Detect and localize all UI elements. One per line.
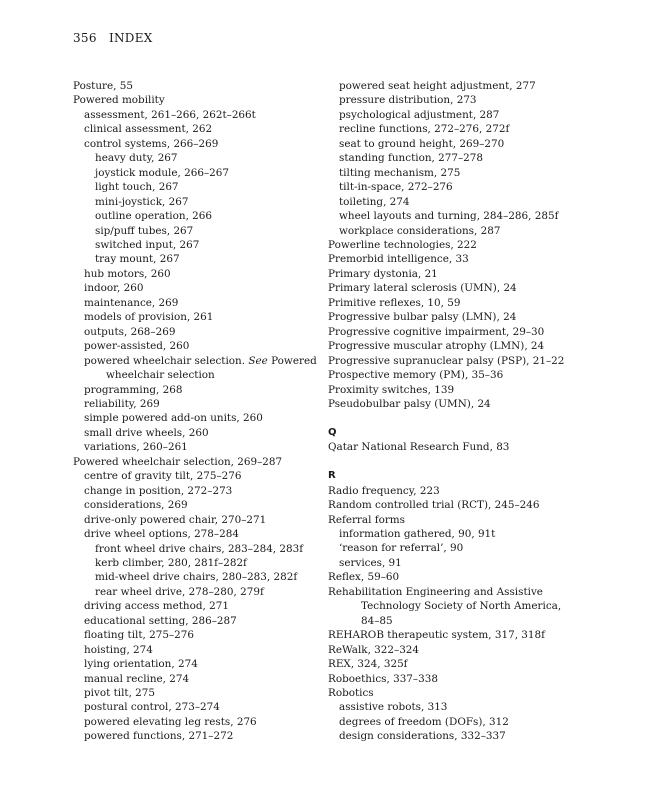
index-entry xyxy=(328,310,578,324)
index-entry xyxy=(328,513,578,527)
entry-text: control systems, 266–269 xyxy=(84,137,219,150)
index-subentry xyxy=(73,166,323,180)
entry-text: programming, 268 xyxy=(84,383,183,396)
entry-text: Progressive cognitive impairment, 29–30 xyxy=(328,325,545,338)
index-subentry xyxy=(328,79,578,93)
entry-text: recline functions, 272–276, 272f xyxy=(339,123,510,136)
entry-text: wheelchair selection xyxy=(106,369,215,382)
index-subentry xyxy=(73,267,323,281)
entry-text: degrees of freedom (DOFs), 312 xyxy=(339,715,509,728)
index-subentry xyxy=(328,715,578,729)
entry-text: powered wheelchair selection. xyxy=(84,354,246,367)
index-subentry xyxy=(73,585,323,599)
section-letter: R xyxy=(328,470,336,482)
entry-text: Pseudobulbar palsy (UMN), 24 xyxy=(328,397,491,410)
entry-text: powered functions, 271–272 xyxy=(84,730,234,743)
entry-text: rear wheel drive, 278–280, 279f xyxy=(95,585,264,598)
index-subentry xyxy=(73,339,323,353)
entry-text: mini-joystick, 267 xyxy=(95,195,189,208)
entry-text: floating tilt, 275–276 xyxy=(84,629,194,642)
index-subentry xyxy=(73,542,323,556)
index-entry xyxy=(328,686,578,700)
entry-text: centre of gravity tilt, 275–276 xyxy=(84,470,242,483)
entry-text: Roboethics, 337–338 xyxy=(328,672,438,685)
entry-text: assistive robots, 313 xyxy=(339,701,448,714)
entry-text: manual recline, 274 xyxy=(84,672,190,685)
index-subentry xyxy=(73,570,323,584)
entry-text: Radio frequency, 223 xyxy=(328,484,440,497)
index-subentry xyxy=(73,527,323,541)
index-subentry xyxy=(73,469,323,483)
entry-text: design considerations, 332–337 xyxy=(339,730,506,743)
entry-text: educational setting, 286–287 xyxy=(84,614,237,627)
index-subentry xyxy=(328,224,578,238)
index-subentry xyxy=(328,180,578,194)
index-subentry xyxy=(73,672,323,686)
entry-text: reliability, 269 xyxy=(84,397,160,410)
entry-text: Posture, 55 xyxy=(73,80,133,92)
index-subentry xyxy=(73,426,323,440)
entry-text: tilting mechanism, 275 xyxy=(339,166,461,179)
entry-text: maintenance, 269 xyxy=(84,296,179,309)
entry-text: sip/puff tubes, 267 xyxy=(95,224,194,237)
entry-text: information gathered, 90, 91t xyxy=(339,528,496,541)
index-subentry xyxy=(328,556,578,570)
index-entry xyxy=(328,672,578,686)
entry-text: seat to ground height, 269–270 xyxy=(339,137,505,150)
entry-text: hoisting, 274 xyxy=(84,643,153,656)
index-subentry xyxy=(73,310,323,324)
index-entry xyxy=(328,354,578,368)
entry-text: psychological adjustment, 287 xyxy=(339,108,500,121)
index-subentry xyxy=(73,440,323,454)
index-entry-continuation xyxy=(328,614,578,628)
index-entry xyxy=(328,252,578,266)
index-entry xyxy=(328,440,578,454)
entry-text: front wheel drive chairs, 283–284, 283f xyxy=(95,542,304,555)
index-subentry xyxy=(328,122,578,136)
entry-text: Technology Society of North America, xyxy=(361,600,562,613)
entry-text: drive-only powered chair, 270–271 xyxy=(84,513,267,526)
index-subentry xyxy=(73,151,323,165)
index-entry xyxy=(328,267,578,281)
entry-text: clinical assessment, 262 xyxy=(84,123,213,136)
index-subentry xyxy=(328,209,578,223)
entry-text: indoor, 260 xyxy=(84,282,144,295)
page-header xyxy=(73,31,153,45)
index-entry xyxy=(328,325,578,339)
index-subentry xyxy=(73,281,323,295)
see-target: Powered xyxy=(271,354,317,367)
entry-text: tray mount, 267 xyxy=(95,253,180,266)
see-reference: See xyxy=(248,354,268,367)
index-entry xyxy=(328,368,578,382)
entry-text: Powered mobility xyxy=(73,94,165,107)
index-entry xyxy=(328,657,578,671)
index-subentry xyxy=(73,686,323,700)
entry-text: Progressive muscular atrophy (LMN), 24 xyxy=(328,340,545,353)
index-subentry xyxy=(73,614,323,628)
entry-text: pressure distribution, 273 xyxy=(339,94,477,107)
entry-text: Progressive bulbar palsy (LMN), 24 xyxy=(328,311,517,324)
entry-text: outline operation, 266 xyxy=(95,210,213,223)
entry-text: Random controlled trial (RCT), 245–246 xyxy=(328,499,540,512)
index-subentry xyxy=(73,715,323,729)
index-subentry xyxy=(328,700,578,714)
index-subentry xyxy=(328,195,578,209)
entry-text: standing function, 277–278 xyxy=(339,152,483,165)
index-subentry xyxy=(73,729,323,743)
index-subentry xyxy=(73,108,323,122)
index-subentry xyxy=(73,195,323,209)
index-subentry xyxy=(73,354,323,368)
entry-text: power-assisted, 260 xyxy=(84,340,190,353)
entry-text: REX, 324, 325f xyxy=(328,658,408,671)
entry-text: Robotics xyxy=(328,687,374,699)
entry-text: Primitive reflexes, 10, 59 xyxy=(328,296,461,309)
index-entry xyxy=(328,339,578,353)
index-subentry xyxy=(73,498,323,512)
entry-text: mid-wheel drive chairs, 280–283, 282f xyxy=(95,571,298,584)
index-column-right xyxy=(328,79,578,744)
entry-text: Prospective memory (PM), 35–36 xyxy=(328,369,504,382)
entry-text: Referral forms xyxy=(328,513,405,526)
index-entry-continuation xyxy=(73,368,323,382)
index-subentry xyxy=(73,238,323,252)
index-subentry xyxy=(328,93,578,107)
entry-text: variations, 260–261 xyxy=(84,441,188,454)
index-entry xyxy=(328,397,578,411)
index-entry xyxy=(328,238,578,252)
entry-text: small drive wheels, 260 xyxy=(84,426,209,439)
index-subentry xyxy=(73,513,323,527)
entry-text: Proximity switches, 139 xyxy=(328,383,455,396)
index-entry xyxy=(328,484,578,498)
index-subentry xyxy=(73,209,323,223)
index-entry xyxy=(328,498,578,512)
entry-text: outputs, 268–269 xyxy=(84,325,176,338)
index-entry xyxy=(328,570,578,584)
index-subentry xyxy=(73,383,323,397)
index-entry xyxy=(328,383,578,397)
entry-text: REHAROB therapeutic system, 317, 318f xyxy=(328,629,545,642)
entry-text: kerb climber, 280, 281f–282f xyxy=(95,556,247,569)
index-entry xyxy=(73,455,323,469)
index-subentry xyxy=(73,411,323,425)
index-subentry xyxy=(328,541,578,555)
index-subentry xyxy=(73,252,323,266)
index-entry xyxy=(328,628,578,642)
entry-text: ReWalk, 322–324 xyxy=(328,643,420,656)
entry-text: wheel layouts and turning, 284–286, 285f xyxy=(339,210,559,223)
entry-text: Premorbid intelligence, 33 xyxy=(328,253,469,266)
index-entry xyxy=(73,79,323,93)
section-spacer xyxy=(328,455,578,469)
index-subentry xyxy=(73,137,323,151)
entry-text: joystick module, 266–267 xyxy=(95,166,229,179)
index-subentry xyxy=(328,137,578,151)
index-subentry xyxy=(73,397,323,411)
index-subentry xyxy=(328,166,578,180)
index-subentry xyxy=(73,643,323,657)
index-entry xyxy=(328,281,578,295)
entry-text: assessment, 261–266, 262t–266t xyxy=(84,108,256,121)
entry-text: services, 91 xyxy=(339,556,402,569)
index-subentry xyxy=(73,556,323,570)
entry-text: switched input, 267 xyxy=(95,238,200,251)
entry-text: tilt-in-space, 272–276 xyxy=(339,181,453,194)
index-subentry xyxy=(73,325,323,339)
entry-text: toileting, 274 xyxy=(339,195,410,208)
index-subentry xyxy=(73,700,323,714)
index-entry xyxy=(328,643,578,657)
index-subentry xyxy=(328,151,578,165)
section-letter: Q xyxy=(328,426,337,438)
entry-text: Reflex, 59–60 xyxy=(328,571,400,584)
section-spacer xyxy=(328,411,578,425)
entry-text: Rehabilitation Engineering and Assistive xyxy=(328,585,543,598)
entry-text: models of provision, 261 xyxy=(84,311,214,324)
entry-text: workplace considerations, 287 xyxy=(339,224,501,237)
entry-text: Powered wheelchair selection, 269–287 xyxy=(73,455,283,468)
index-column-left xyxy=(73,79,323,744)
index-entry xyxy=(328,585,578,599)
index-entry xyxy=(73,93,323,107)
entry-text: simple powered add-on units, 260 xyxy=(84,412,263,425)
index-subentry xyxy=(73,484,323,498)
entry-text: Qatar National Research Fund, 83 xyxy=(328,441,510,454)
entry-text: powered seat height adjustment, 277 xyxy=(339,80,536,92)
index-subentry xyxy=(73,657,323,671)
entry-text: driving access method, 271 xyxy=(84,600,229,613)
entry-text: Primary lateral sclerosis (UMN), 24 xyxy=(328,282,517,295)
running-title: INDEX xyxy=(108,31,153,45)
entry-text: powered elevating leg rests, 276 xyxy=(84,715,257,728)
entry-text: postural control, 273–274 xyxy=(84,701,220,714)
index-subentry xyxy=(328,729,578,743)
entry-text: heavy duty, 267 xyxy=(95,152,178,165)
entry-text: pivot tilt, 275 xyxy=(84,687,156,700)
entry-text: drive wheel options, 278–284 xyxy=(84,528,239,541)
entry-text: Powerline technologies, 222 xyxy=(328,238,477,251)
entry-text: Primary dystonia, 21 xyxy=(328,267,438,280)
index-subentry xyxy=(73,628,323,642)
entry-text: ‘reason for referral’, 90 xyxy=(339,542,464,555)
entry-text: lying orientation, 274 xyxy=(84,658,198,671)
index-subentry xyxy=(73,122,323,136)
entry-text: light touch, 267 xyxy=(95,181,179,194)
entry-text: change in position, 272–273 xyxy=(84,484,233,497)
index-entry xyxy=(328,296,578,310)
entry-text: 84–85 xyxy=(361,614,393,627)
index-subentry xyxy=(73,180,323,194)
entry-text: Progressive supranuclear palsy (PSP), 21–22 xyxy=(328,354,565,367)
entry-text: hub motors, 260 xyxy=(84,267,171,280)
index-entry-continuation xyxy=(328,599,578,613)
entry-text: considerations, 269 xyxy=(84,499,188,512)
index-subentry xyxy=(328,108,578,122)
index-subentry xyxy=(328,527,578,541)
index-subentry xyxy=(73,296,323,310)
page-number: 356 xyxy=(73,31,97,45)
index-subentry xyxy=(73,224,323,238)
index-subentry xyxy=(73,599,323,613)
